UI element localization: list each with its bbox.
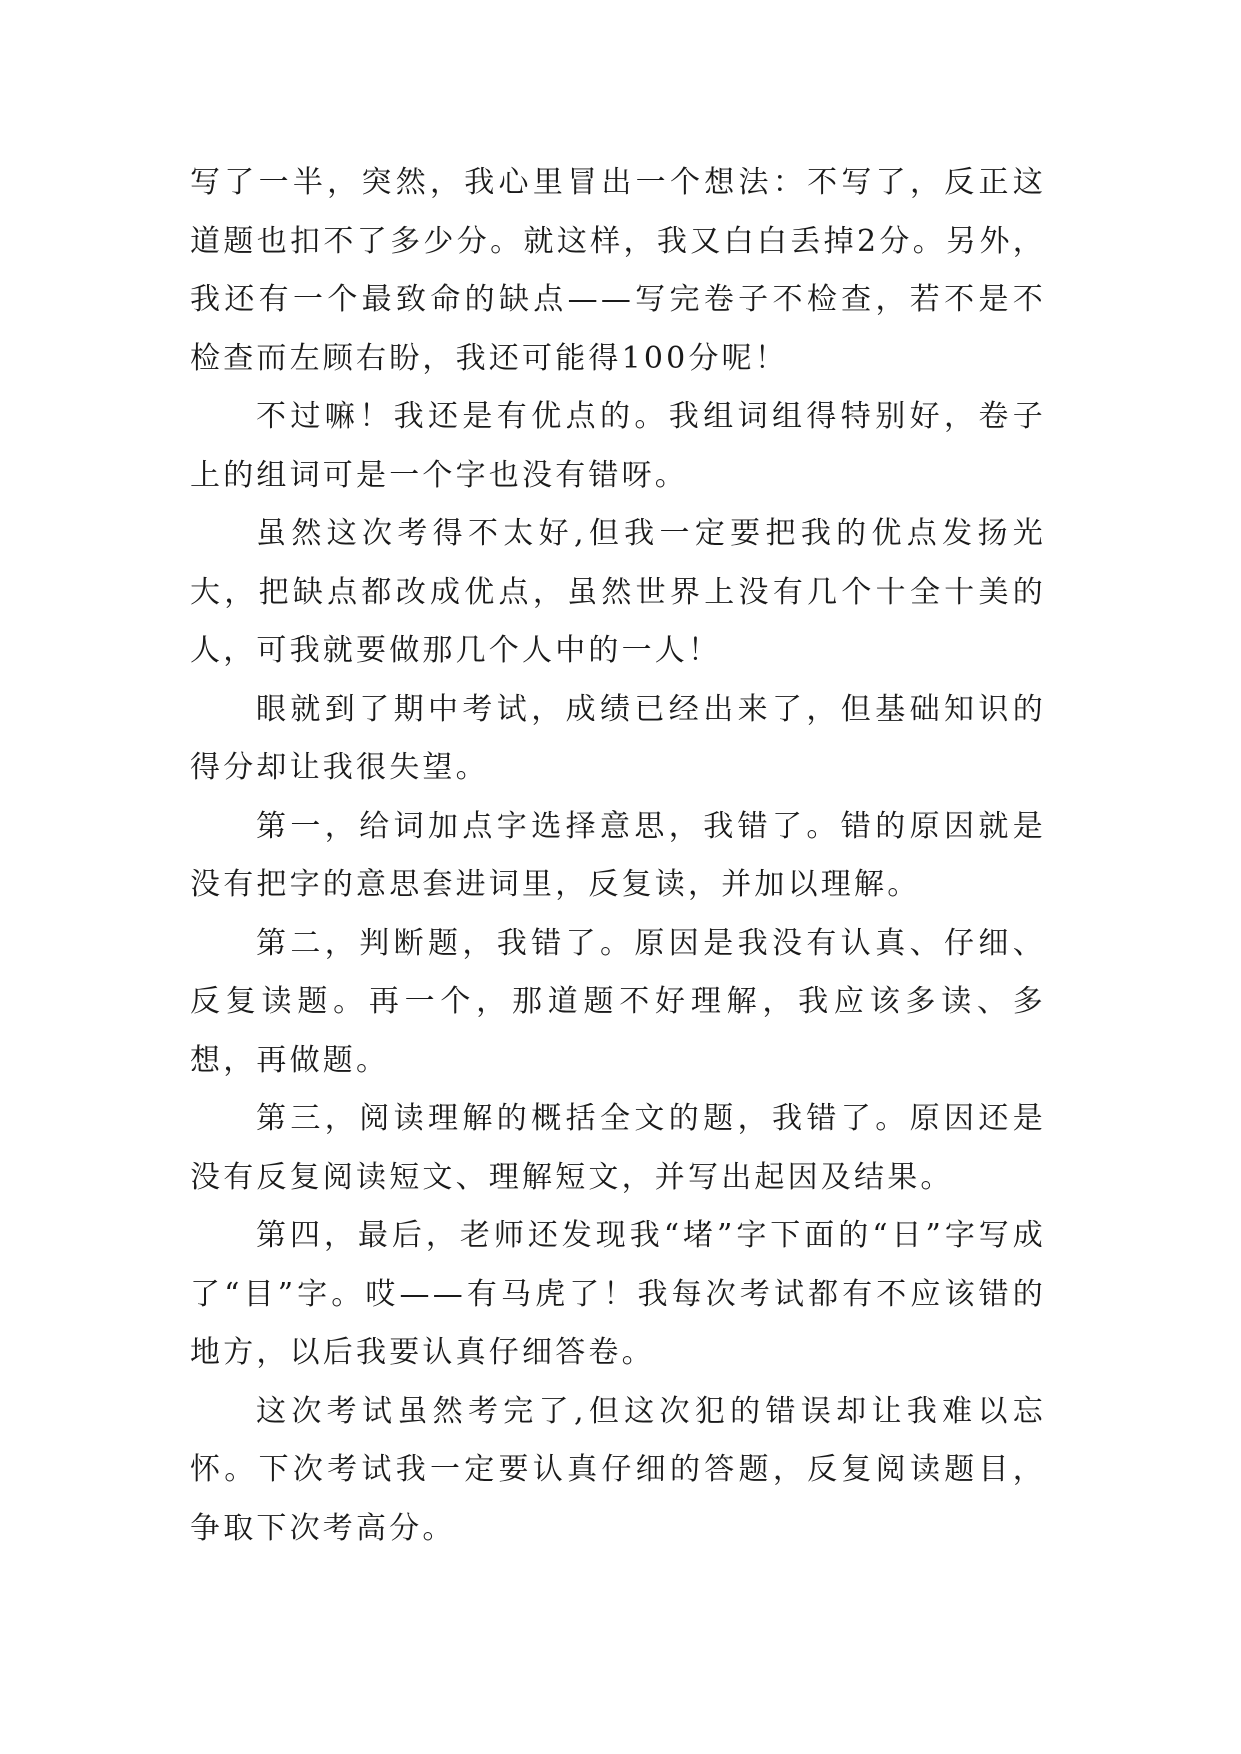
paragraph-6: 第二，判断题，我错了。原因是我没有认真、仔细、反复读题。再一个，那道题不好理解，我应该多读、多想，再做题。 (190, 925, 1046, 1078)
document-body (190, 154, 1046, 1558)
paragraph-1: 写了一半，突然，我心里冒出一个想法：不写了，反正这道题也扣不了多少分。就这样，我又白白丢掉2分。另外，我还有一个最致命的缺点——写完卷子不检查，若不是不检查而左顾右盼，我还可能得100分呢！ (190, 165, 1046, 376)
paragraph-3: 虽然这次考得不太好,但我一定要把我的优点发扬光大，把缺点都改成优点，虽然世界上没有几个十全十美的人，可我就要做那几个人中的一人！ (190, 516, 1046, 668)
paragraph-7: 第三，阅读理解的概括全文的题，我错了。原因还是没有反复阅读短文、理解短文，并写出起因及结果。 (190, 1101, 1046, 1195)
paragraph-5: 第一，给词加点字选择意思，我错了。错的原因就是没有把字的意思套进词里，反复读，并加以理解。 (190, 808, 1046, 902)
paragraph-2: 不过嘛！我还是有优点的。我组词组得特别好，卷子上的组词可是一个字也没有错呀。 (190, 399, 1046, 493)
paragraph-8: 第四，最后，老师还发现我“堵”字下面的“日”字写成了“目”字。哎——有马虎了！我每次考试都有不应该错的地方，以后我要认真仔细答卷。 (190, 1218, 1046, 1370)
paragraph-4: 眼就到了期中考试，成绩已经出来了，但基础知识的得分却让我很失望。 (190, 691, 1046, 785)
paragraph-9: 这次考试虽然考完了,但这次犯的错误却让我难以忘怀。下次考试我一定要认真仔细的答题，反复阅读题目，争取下次考高分。 (190, 1393, 1046, 1546)
